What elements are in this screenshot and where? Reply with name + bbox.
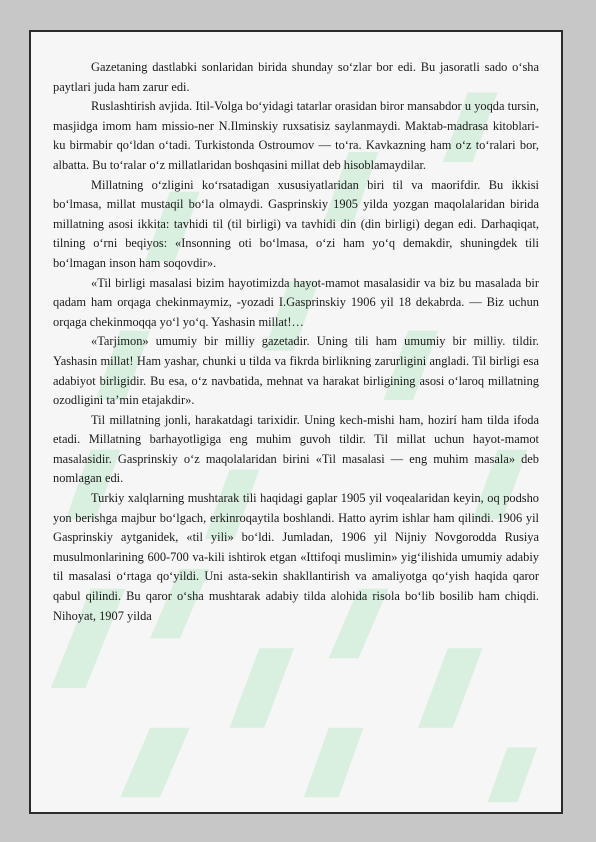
paragraph: «Til birligi masalasi bizim hayotimizda hayot-mamot masalasidir va biz bu masalada bir qadam ham orqaga chekinmaymiz, -yozadi I.Gasprinskiy 1906 yil 18 dekabrda. — Biz uchun orqaga chekinmoqqa yo‘l yo‘q. Yashasin millat!… bbox=[53, 275, 539, 329]
paragraph: Turkiy xalqlarning mushtarak tili haqidagi gaplar 1905 yil voqealaridan keyin, oq podsho yon berishga majbur bo‘lgach, erkinroqaytila boshlandi. Hatto ayrim ishlar ham qilindi. 1906 yil Gasprinskiy aytganidek, «til yili» bo‘ldi. Jumladan, 1906 yil Nijniy Novgorodda Rusiya musulmonlarining 600-700 va-kili ishtirok etgan «Ittifoqi muslimin» yig‘ilishida umumiy adabiy til masalasi o‘rtaga qo‘yildi. Uni asta-sekin shakllantirish va amaliyotga qo‘yish haqida qaror qabul qilindi. Bu qaror o‘sha mushtarak adabiy tilda alohida risola bo‘lib bosilib ham chiqdi. Nihoyat, 1907 yilda bbox=[53, 491, 539, 623]
paragraph: Gazetaning dastlabki sonlaridan birida shunday so‘zlar bor edi. Bu jasoratli sado o‘sha paytlari juda ham zarur edi. bbox=[53, 60, 539, 94]
paragraph: Ruslashtirish avjida. Itil-Volga bo‘yidagi tatarlar orasidan biror mansabdor u yoqda tursin, masjidga imom ham missio-ner N.Ilminskiy ruxsatisiz saylanmaydi. Maktab-madrasa kitoblari-ku birmabir qo‘ldan o‘tadi. Turkistonda Ostroumov — to‘ra. Kavkazning ham o‘z to‘ralari bor, albatta. Bu to‘ralar o‘z millatlaridan boshqasini millat deb hisoblamaydilar. bbox=[53, 99, 539, 172]
document-text bbox=[53, 58, 539, 626]
paragraph: Millatning o‘zligini ko‘rsatadigan xususiyatlaridan biri til va maorifdir. Bu ikkisi bo‘lmasa, millat mustaqil bo‘la olmaydi. Gasprinskiy 1905 yilda yozgan maqolalaridan birida millatning asosi ikkita: tavhidi til (til birligi) va tavhidi din (din birligi) degan edi. Darhaqiqat, tilning o‘rni beqiyos: «Insonning oti bo‘lmasa, o‘zi ham yo‘q demakdir, shuningdek tili bo‘lmagan inson ham soqovdir». bbox=[53, 177, 539, 270]
paragraph: Til millatning jonli, harakatdagi tarixidir. Uning kech-mishi ham, hozirí ham tilda ifoda etadi. Millatning barhayotligiga eng muhim guvoh tildir. Til millat uchun hayot-mamot masalasidir. Gasprinskiy o‘z maqolalaridan birini «Til masalasi — eng muhim masala» deb nomlagan edi. bbox=[53, 412, 539, 486]
document-page bbox=[29, 30, 563, 814]
paragraph: «Tarjimon» umumiy bir milliy gazetadir. Uning tili ham umumiy bir milliy. tildir. Yashasin millat! Ham yashar, chunki u tilda va fikrda birlikning zarurligini angladi. Til birligi esa adabiyot birligidir. Bu esa, o‘z navbatida, mehnat va harakat birligining asosi o‘laroq millatning ozodligini ta’min etajakdir». bbox=[53, 334, 539, 408]
